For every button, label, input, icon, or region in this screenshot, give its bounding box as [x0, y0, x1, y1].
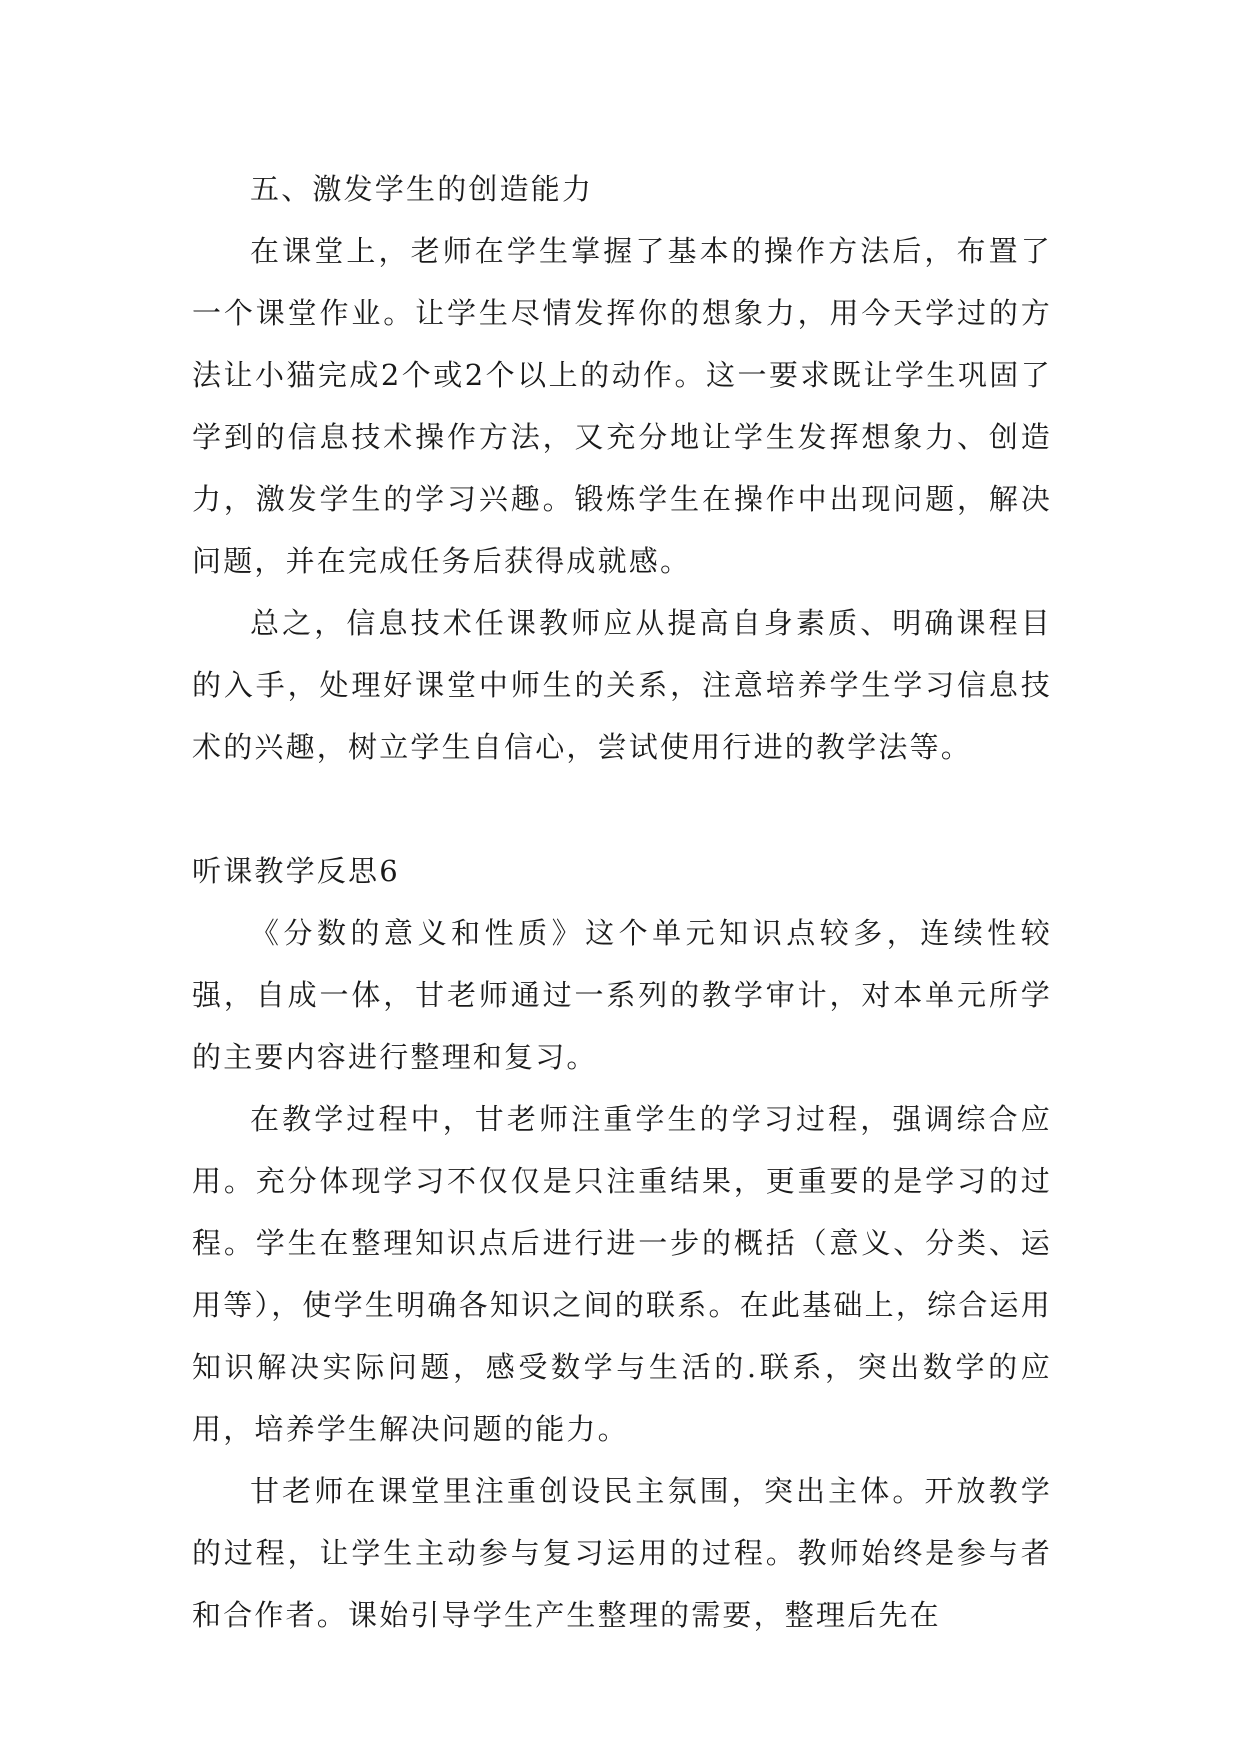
paragraph: 《分数的意义和性质》这个单元知识点较多，连续性较强，自成一体，甘老师通过一系列的教学审计，对本单元所学的主要内容进行整理和复习。 — [192, 916, 1052, 1074]
paragraph: 甘老师在课堂里注重创设民主氛围，突出主体。开放教学的过程，让学生主动参与复习运用的过程。教师始终是参与者和合作者。课始引导学生产生整理的需要，整理后先在 — [192, 1474, 1052, 1632]
section-title: 听课教学反思6 — [192, 854, 400, 888]
paragraph: 在课堂上，老师在学生掌握了基本的操作方法后，布置了一个课堂作业。让学生尽情发挥你的想象力，用今天学过的方法让小猫完成2个或2个以上的动作。这一要求既让学生巩固了学到的信息技术操作方法，又充分地让学生发挥想象力、创造力，激发学生的学习兴趣。锻炼学生在操作中出现问题，解决问题，并在完成任务后获得成就感。 — [192, 234, 1052, 578]
paragraph: 总之，信息技术任课教师应从提高自身素质、明确课程目的入手，处理好课堂中师生的关系，注意培养学生学习信息技术的兴趣，树立学生自信心，尝试使用行进的教学法等。 — [192, 606, 1052, 764]
paragraph: 在教学过程中，甘老师注重学生的学习过程，强调综合应用。充分体现学习不仅仅是只注重结果，更重要的是学习的过程。学生在整理知识点后进行进一步的概括（意义、分类、运用等），使学生明确各知识之间的联系。在此基础上，综合运用知识解决实际问题，感受数学与生活的.联系，突出数学的应用，培养学生解决问题的能力。 — [192, 1102, 1052, 1446]
document-body — [192, 158, 1052, 1646]
subsection-heading: 五、激发学生的创造能力 — [250, 172, 594, 206]
